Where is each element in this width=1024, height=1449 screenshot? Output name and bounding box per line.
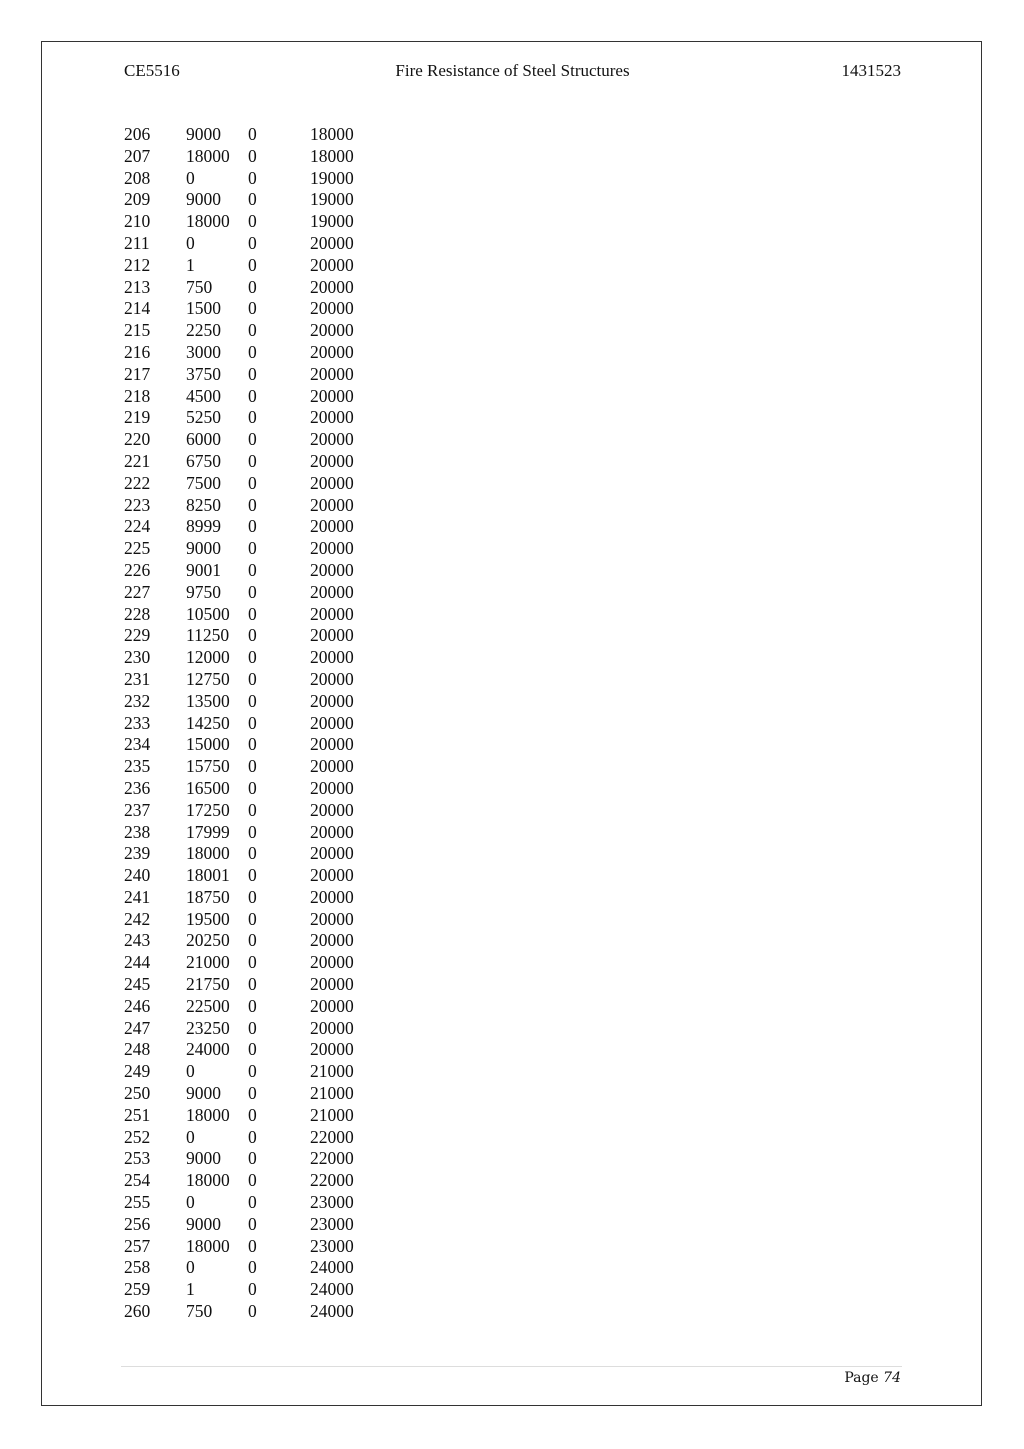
z-coordinate-cell: 20000: [310, 843, 354, 864]
node-id-cell: 251: [124, 1104, 151, 1125]
node-id-cell: 234: [124, 734, 151, 755]
y-coordinate-cell: 0: [248, 712, 257, 733]
table-row: [124, 1279, 384, 1301]
z-coordinate-cell: 20000: [310, 799, 354, 820]
y-coordinate-cell: 0: [248, 429, 257, 450]
y-coordinate-cell: 0: [248, 1039, 257, 1060]
z-coordinate-cell: 20000: [310, 407, 354, 428]
y-coordinate-cell: 0: [248, 145, 257, 166]
node-id-cell: 224: [124, 516, 151, 537]
y-coordinate-cell: 0: [248, 1017, 257, 1038]
z-coordinate-cell: 20000: [310, 538, 354, 559]
node-id-cell: 252: [124, 1126, 151, 1147]
y-coordinate-cell: 0: [248, 1235, 257, 1256]
node-id-cell: 223: [124, 494, 151, 515]
z-coordinate-cell: 20000: [310, 756, 354, 777]
x-coordinate-cell: 21000: [186, 952, 230, 973]
node-id-cell: 222: [124, 472, 151, 493]
x-coordinate-cell: 17250: [186, 799, 230, 820]
table-row: [124, 1127, 384, 1149]
y-coordinate-cell: 0: [248, 232, 257, 253]
table-row: [124, 429, 384, 451]
x-coordinate-cell: 750: [186, 1301, 213, 1322]
y-coordinate-cell: 0: [248, 189, 257, 210]
x-coordinate-cell: 4500: [186, 385, 221, 406]
x-coordinate-cell: 18000: [186, 1104, 230, 1125]
x-coordinate-cell: 0: [186, 1126, 195, 1147]
x-coordinate-cell: 18001: [186, 865, 230, 886]
table-row: [124, 1301, 384, 1323]
node-id-cell: 248: [124, 1039, 151, 1060]
x-coordinate-cell: 17999: [186, 821, 230, 842]
x-coordinate-cell: 3000: [186, 341, 221, 362]
x-coordinate-cell: 6750: [186, 450, 221, 471]
node-id-cell: 243: [124, 930, 151, 951]
z-coordinate-cell: 20000: [310, 429, 354, 450]
table-row: [124, 1257, 384, 1279]
node-id-cell: 236: [124, 777, 151, 798]
y-coordinate-cell: 0: [248, 407, 257, 428]
x-coordinate-cell: 9000: [186, 1213, 221, 1234]
node-id-cell: 249: [124, 1061, 151, 1082]
y-coordinate-cell: 0: [248, 1170, 257, 1191]
y-coordinate-cell: 0: [248, 777, 257, 798]
node-id-cell: 213: [124, 276, 151, 297]
table-row: [124, 756, 384, 778]
y-coordinate-cell: 0: [248, 1083, 257, 1104]
z-coordinate-cell: 21000: [310, 1104, 354, 1125]
y-coordinate-cell: 0: [248, 603, 257, 624]
z-coordinate-cell: 20000: [310, 494, 354, 515]
node-id-cell: 208: [124, 167, 151, 188]
table-row: [124, 1214, 384, 1236]
y-coordinate-cell: 0: [248, 930, 257, 951]
table-row: [124, 647, 384, 669]
node-id-cell: 233: [124, 712, 151, 733]
y-coordinate-cell: 0: [248, 1104, 257, 1125]
x-coordinate-cell: 8250: [186, 494, 221, 515]
z-coordinate-cell: 23000: [310, 1235, 354, 1256]
y-coordinate-cell: 0: [248, 974, 257, 995]
y-coordinate-cell: 0: [248, 886, 257, 907]
node-id-cell: 238: [124, 821, 151, 842]
table-row: [124, 320, 384, 342]
y-coordinate-cell: 0: [248, 865, 257, 886]
y-coordinate-cell: 0: [248, 341, 257, 362]
y-coordinate-cell: 0: [248, 320, 257, 341]
z-coordinate-cell: 23000: [310, 1213, 354, 1234]
y-coordinate-cell: 0: [248, 385, 257, 406]
y-coordinate-cell: 0: [248, 298, 257, 319]
z-coordinate-cell: 20000: [310, 341, 354, 362]
z-coordinate-cell: 20000: [310, 363, 354, 384]
table-row: [124, 516, 384, 538]
node-id-cell: 210: [124, 211, 151, 232]
z-coordinate-cell: 20000: [310, 1039, 354, 1060]
node-id-cell: 231: [124, 668, 151, 689]
y-coordinate-cell: 0: [248, 647, 257, 668]
node-id-cell: 218: [124, 385, 151, 406]
y-coordinate-cell: 0: [248, 1257, 257, 1278]
y-coordinate-cell: 0: [248, 1213, 257, 1234]
y-coordinate-cell: 0: [248, 1192, 257, 1213]
y-coordinate-cell: 0: [248, 516, 257, 537]
node-id-cell: 245: [124, 974, 151, 995]
z-coordinate-cell: 20000: [310, 995, 354, 1016]
z-coordinate-cell: 20000: [310, 603, 354, 624]
z-coordinate-cell: 24000: [310, 1301, 354, 1322]
node-id-cell: 214: [124, 298, 151, 319]
node-id-cell: 255: [124, 1192, 151, 1213]
z-coordinate-cell: 20000: [310, 516, 354, 537]
x-coordinate-cell: 3750: [186, 363, 221, 384]
z-coordinate-cell: 20000: [310, 472, 354, 493]
node-id-cell: 257: [124, 1235, 151, 1256]
table-row: [124, 691, 384, 713]
y-coordinate-cell: 0: [248, 908, 257, 929]
x-coordinate-cell: 0: [186, 232, 195, 253]
z-coordinate-cell: 20000: [310, 712, 354, 733]
node-id-cell: 254: [124, 1170, 151, 1191]
z-coordinate-cell: 19000: [310, 189, 354, 210]
x-coordinate-cell: 6000: [186, 429, 221, 450]
table-row: [124, 233, 384, 255]
node-id-cell: 232: [124, 690, 151, 711]
node-id-cell: 215: [124, 320, 151, 341]
table-row: [124, 604, 384, 626]
table-row: [124, 887, 384, 909]
table-row: [124, 1083, 384, 1105]
z-coordinate-cell: 20000: [310, 886, 354, 907]
x-coordinate-cell: 21750: [186, 974, 230, 995]
y-coordinate-cell: 0: [248, 734, 257, 755]
table-row: [124, 364, 384, 386]
node-id-cell: 212: [124, 254, 151, 275]
x-coordinate-cell: 18000: [186, 1235, 230, 1256]
z-coordinate-cell: 21000: [310, 1061, 354, 1082]
z-coordinate-cell: 20000: [310, 974, 354, 995]
z-coordinate-cell: 22000: [310, 1126, 354, 1147]
z-coordinate-cell: 18000: [310, 124, 354, 144]
z-coordinate-cell: 20000: [310, 232, 354, 253]
node-id-cell: 250: [124, 1083, 151, 1104]
z-coordinate-cell: 20000: [310, 450, 354, 471]
table-row: [124, 1039, 384, 1061]
table-row: [124, 1061, 384, 1083]
z-coordinate-cell: 20000: [310, 625, 354, 646]
node-id-cell: 221: [124, 450, 151, 471]
node-id-cell: 209: [124, 189, 151, 210]
table-row: [124, 713, 384, 735]
x-coordinate-cell: 9000: [186, 1148, 221, 1169]
table-row: [124, 1170, 384, 1192]
x-coordinate-cell: 18000: [186, 1170, 230, 1191]
y-coordinate-cell: 0: [248, 843, 257, 864]
node-id-cell: 241: [124, 886, 151, 907]
x-coordinate-cell: 0: [186, 1061, 195, 1082]
node-id-cell: 256: [124, 1213, 151, 1234]
z-coordinate-cell: 20000: [310, 254, 354, 275]
y-coordinate-cell: 0: [248, 1061, 257, 1082]
table-row: [124, 473, 384, 495]
x-coordinate-cell: 12750: [186, 668, 230, 689]
x-coordinate-cell: 5250: [186, 407, 221, 428]
node-id-cell: 216: [124, 341, 151, 362]
node-id-cell: 244: [124, 952, 151, 973]
x-coordinate-cell: 14250: [186, 712, 230, 733]
z-coordinate-cell: 24000: [310, 1279, 354, 1300]
x-coordinate-cell: 8999: [186, 516, 221, 537]
page-header: [124, 61, 901, 85]
z-coordinate-cell: 20000: [310, 777, 354, 798]
table-row: [124, 277, 384, 299]
x-coordinate-cell: 15750: [186, 756, 230, 777]
table-row: [124, 1105, 384, 1127]
z-coordinate-cell: 22000: [310, 1148, 354, 1169]
x-coordinate-cell: 1: [186, 254, 195, 275]
x-coordinate-cell: 0: [186, 1192, 195, 1213]
node-id-cell: 237: [124, 799, 151, 820]
z-coordinate-cell: 20000: [310, 581, 354, 602]
table-row: [124, 386, 384, 408]
x-coordinate-cell: 20250: [186, 930, 230, 951]
node-id-cell: 246: [124, 995, 151, 1016]
table-row: [124, 495, 384, 517]
table-row: [124, 625, 384, 647]
x-coordinate-cell: 7500: [186, 472, 221, 493]
y-coordinate-cell: 0: [248, 494, 257, 515]
x-coordinate-cell: 1: [186, 1279, 195, 1300]
y-coordinate-cell: 0: [248, 952, 257, 973]
x-coordinate-cell: 2250: [186, 320, 221, 341]
y-coordinate-cell: 0: [248, 1148, 257, 1169]
table-row: [124, 1236, 384, 1258]
table-row: [124, 255, 384, 277]
x-coordinate-cell: 11250: [186, 625, 230, 646]
y-coordinate-cell: 0: [248, 668, 257, 689]
node-id-cell: 253: [124, 1148, 151, 1169]
table-row: [124, 974, 384, 996]
z-coordinate-cell: 20000: [310, 647, 354, 668]
y-coordinate-cell: 0: [248, 538, 257, 559]
y-coordinate-cell: 0: [248, 995, 257, 1016]
node-id-cell: 229: [124, 625, 151, 646]
table-row: [124, 407, 384, 429]
x-coordinate-cell: 22500: [186, 995, 230, 1016]
page-label: Page: [844, 1370, 879, 1386]
x-coordinate-cell: 9000: [186, 1083, 221, 1104]
y-coordinate-cell: 0: [248, 363, 257, 384]
table-row: [124, 1192, 384, 1214]
x-coordinate-cell: 1500: [186, 298, 221, 319]
table-row: [124, 996, 384, 1018]
y-coordinate-cell: 0: [248, 211, 257, 232]
node-id-cell: 260: [124, 1301, 151, 1322]
node-id-cell: 217: [124, 363, 151, 384]
z-coordinate-cell: 21000: [310, 1083, 354, 1104]
x-coordinate-cell: 13500: [186, 690, 230, 711]
table-row: [124, 1018, 384, 1040]
y-coordinate-cell: 0: [248, 821, 257, 842]
x-coordinate-cell: 0: [186, 167, 195, 188]
table-row: [124, 342, 384, 364]
y-coordinate-cell: 0: [248, 1126, 257, 1147]
course-code: CE5516: [124, 61, 180, 80]
node-id-cell: 206: [124, 124, 151, 144]
table-row: [124, 168, 384, 190]
table-row: [124, 538, 384, 560]
z-coordinate-cell: 19000: [310, 211, 354, 232]
x-coordinate-cell: 23250: [186, 1017, 230, 1038]
table-row: [124, 734, 384, 756]
y-coordinate-cell: 0: [248, 625, 257, 646]
x-coordinate-cell: 9000: [186, 189, 221, 210]
z-coordinate-cell: 20000: [310, 952, 354, 973]
z-coordinate-cell: 24000: [310, 1257, 354, 1278]
x-coordinate-cell: 15000: [186, 734, 230, 755]
node-id-cell: 220: [124, 429, 151, 450]
x-coordinate-cell: 16500: [186, 777, 230, 798]
z-coordinate-cell: 20000: [310, 690, 354, 711]
node-id-cell: 230: [124, 647, 151, 668]
footer-divider: [121, 1366, 902, 1367]
x-coordinate-cell: 750: [186, 276, 213, 297]
x-coordinate-cell: 18000: [186, 145, 230, 166]
z-coordinate-cell: 20000: [310, 865, 354, 886]
page-number: 74: [883, 1370, 901, 1386]
z-coordinate-cell: 19000: [310, 167, 354, 188]
node-id-cell: 227: [124, 581, 151, 602]
table-row: [124, 909, 384, 931]
table-row: [124, 451, 384, 473]
z-coordinate-cell: 20000: [310, 320, 354, 341]
x-coordinate-cell: 0: [186, 1257, 195, 1278]
x-coordinate-cell: 9000: [186, 538, 221, 559]
x-coordinate-cell: 24000: [186, 1039, 230, 1060]
table-row: [124, 560, 384, 582]
y-coordinate-cell: 0: [248, 581, 257, 602]
y-coordinate-cell: 0: [248, 450, 257, 471]
node-id-cell: 235: [124, 756, 151, 777]
z-coordinate-cell: 20000: [310, 1017, 354, 1038]
z-coordinate-cell: 20000: [310, 298, 354, 319]
x-coordinate-cell: 10500: [186, 603, 230, 624]
table-row: [124, 952, 384, 974]
node-id-cell: 239: [124, 843, 151, 864]
x-coordinate-cell: 9000: [186, 124, 221, 144]
y-coordinate-cell: 0: [248, 690, 257, 711]
table-row: [124, 669, 384, 691]
node-id-cell: 247: [124, 1017, 151, 1038]
table-row: [124, 211, 384, 233]
y-coordinate-cell: 0: [248, 124, 257, 144]
table-row: [124, 1148, 384, 1170]
y-coordinate-cell: 0: [248, 1301, 257, 1322]
node-id-cell: 242: [124, 908, 151, 929]
x-coordinate-cell: 19500: [186, 908, 230, 929]
student-id: 1431523: [841, 61, 901, 80]
table-row: [124, 189, 384, 211]
z-coordinate-cell: 20000: [310, 821, 354, 842]
x-coordinate-cell: 9001: [186, 559, 221, 580]
z-coordinate-cell: 18000: [310, 145, 354, 166]
z-coordinate-cell: 20000: [310, 276, 354, 297]
z-coordinate-cell: 22000: [310, 1170, 354, 1191]
z-coordinate-cell: 20000: [310, 668, 354, 689]
node-id-cell: 207: [124, 145, 151, 166]
y-coordinate-cell: 0: [248, 276, 257, 297]
z-coordinate-cell: 20000: [310, 734, 354, 755]
node-id-cell: 259: [124, 1279, 151, 1300]
y-coordinate-cell: 0: [248, 559, 257, 580]
table-row: [124, 822, 384, 844]
node-id-cell: 240: [124, 865, 151, 886]
x-coordinate-cell: 9750: [186, 581, 221, 602]
node-id-cell: 226: [124, 559, 151, 580]
table-row: [124, 843, 384, 865]
z-coordinate-cell: 20000: [310, 385, 354, 406]
y-coordinate-cell: 0: [248, 167, 257, 188]
x-coordinate-cell: 18000: [186, 211, 230, 232]
y-coordinate-cell: 0: [248, 254, 257, 275]
node-id-cell: 228: [124, 603, 151, 624]
z-coordinate-cell: 20000: [310, 559, 354, 580]
z-coordinate-cell: 23000: [310, 1192, 354, 1213]
table-row: [124, 298, 384, 320]
table-row: [124, 582, 384, 604]
y-coordinate-cell: 0: [248, 799, 257, 820]
table-row: [124, 800, 384, 822]
table-row: [124, 146, 384, 168]
node-id-cell: 225: [124, 538, 151, 559]
node-id-cell: 258: [124, 1257, 151, 1278]
table-row: [124, 124, 384, 146]
z-coordinate-cell: 20000: [310, 930, 354, 951]
table-row: [124, 778, 384, 800]
page-footer: [844, 1370, 901, 1386]
node-id-cell: 211: [124, 232, 150, 253]
node-coordinate-table: [124, 124, 384, 1323]
table-row: [124, 930, 384, 952]
y-coordinate-cell: 0: [248, 472, 257, 493]
x-coordinate-cell: 18000: [186, 843, 230, 864]
z-coordinate-cell: 20000: [310, 908, 354, 929]
y-coordinate-cell: 0: [248, 756, 257, 777]
document-title: Fire Resistance of Steel Structures: [395, 61, 630, 80]
table-row: [124, 865, 384, 887]
y-coordinate-cell: 0: [248, 1279, 257, 1300]
x-coordinate-cell: 12000: [186, 647, 230, 668]
node-id-cell: 219: [124, 407, 151, 428]
x-coordinate-cell: 18750: [186, 886, 230, 907]
